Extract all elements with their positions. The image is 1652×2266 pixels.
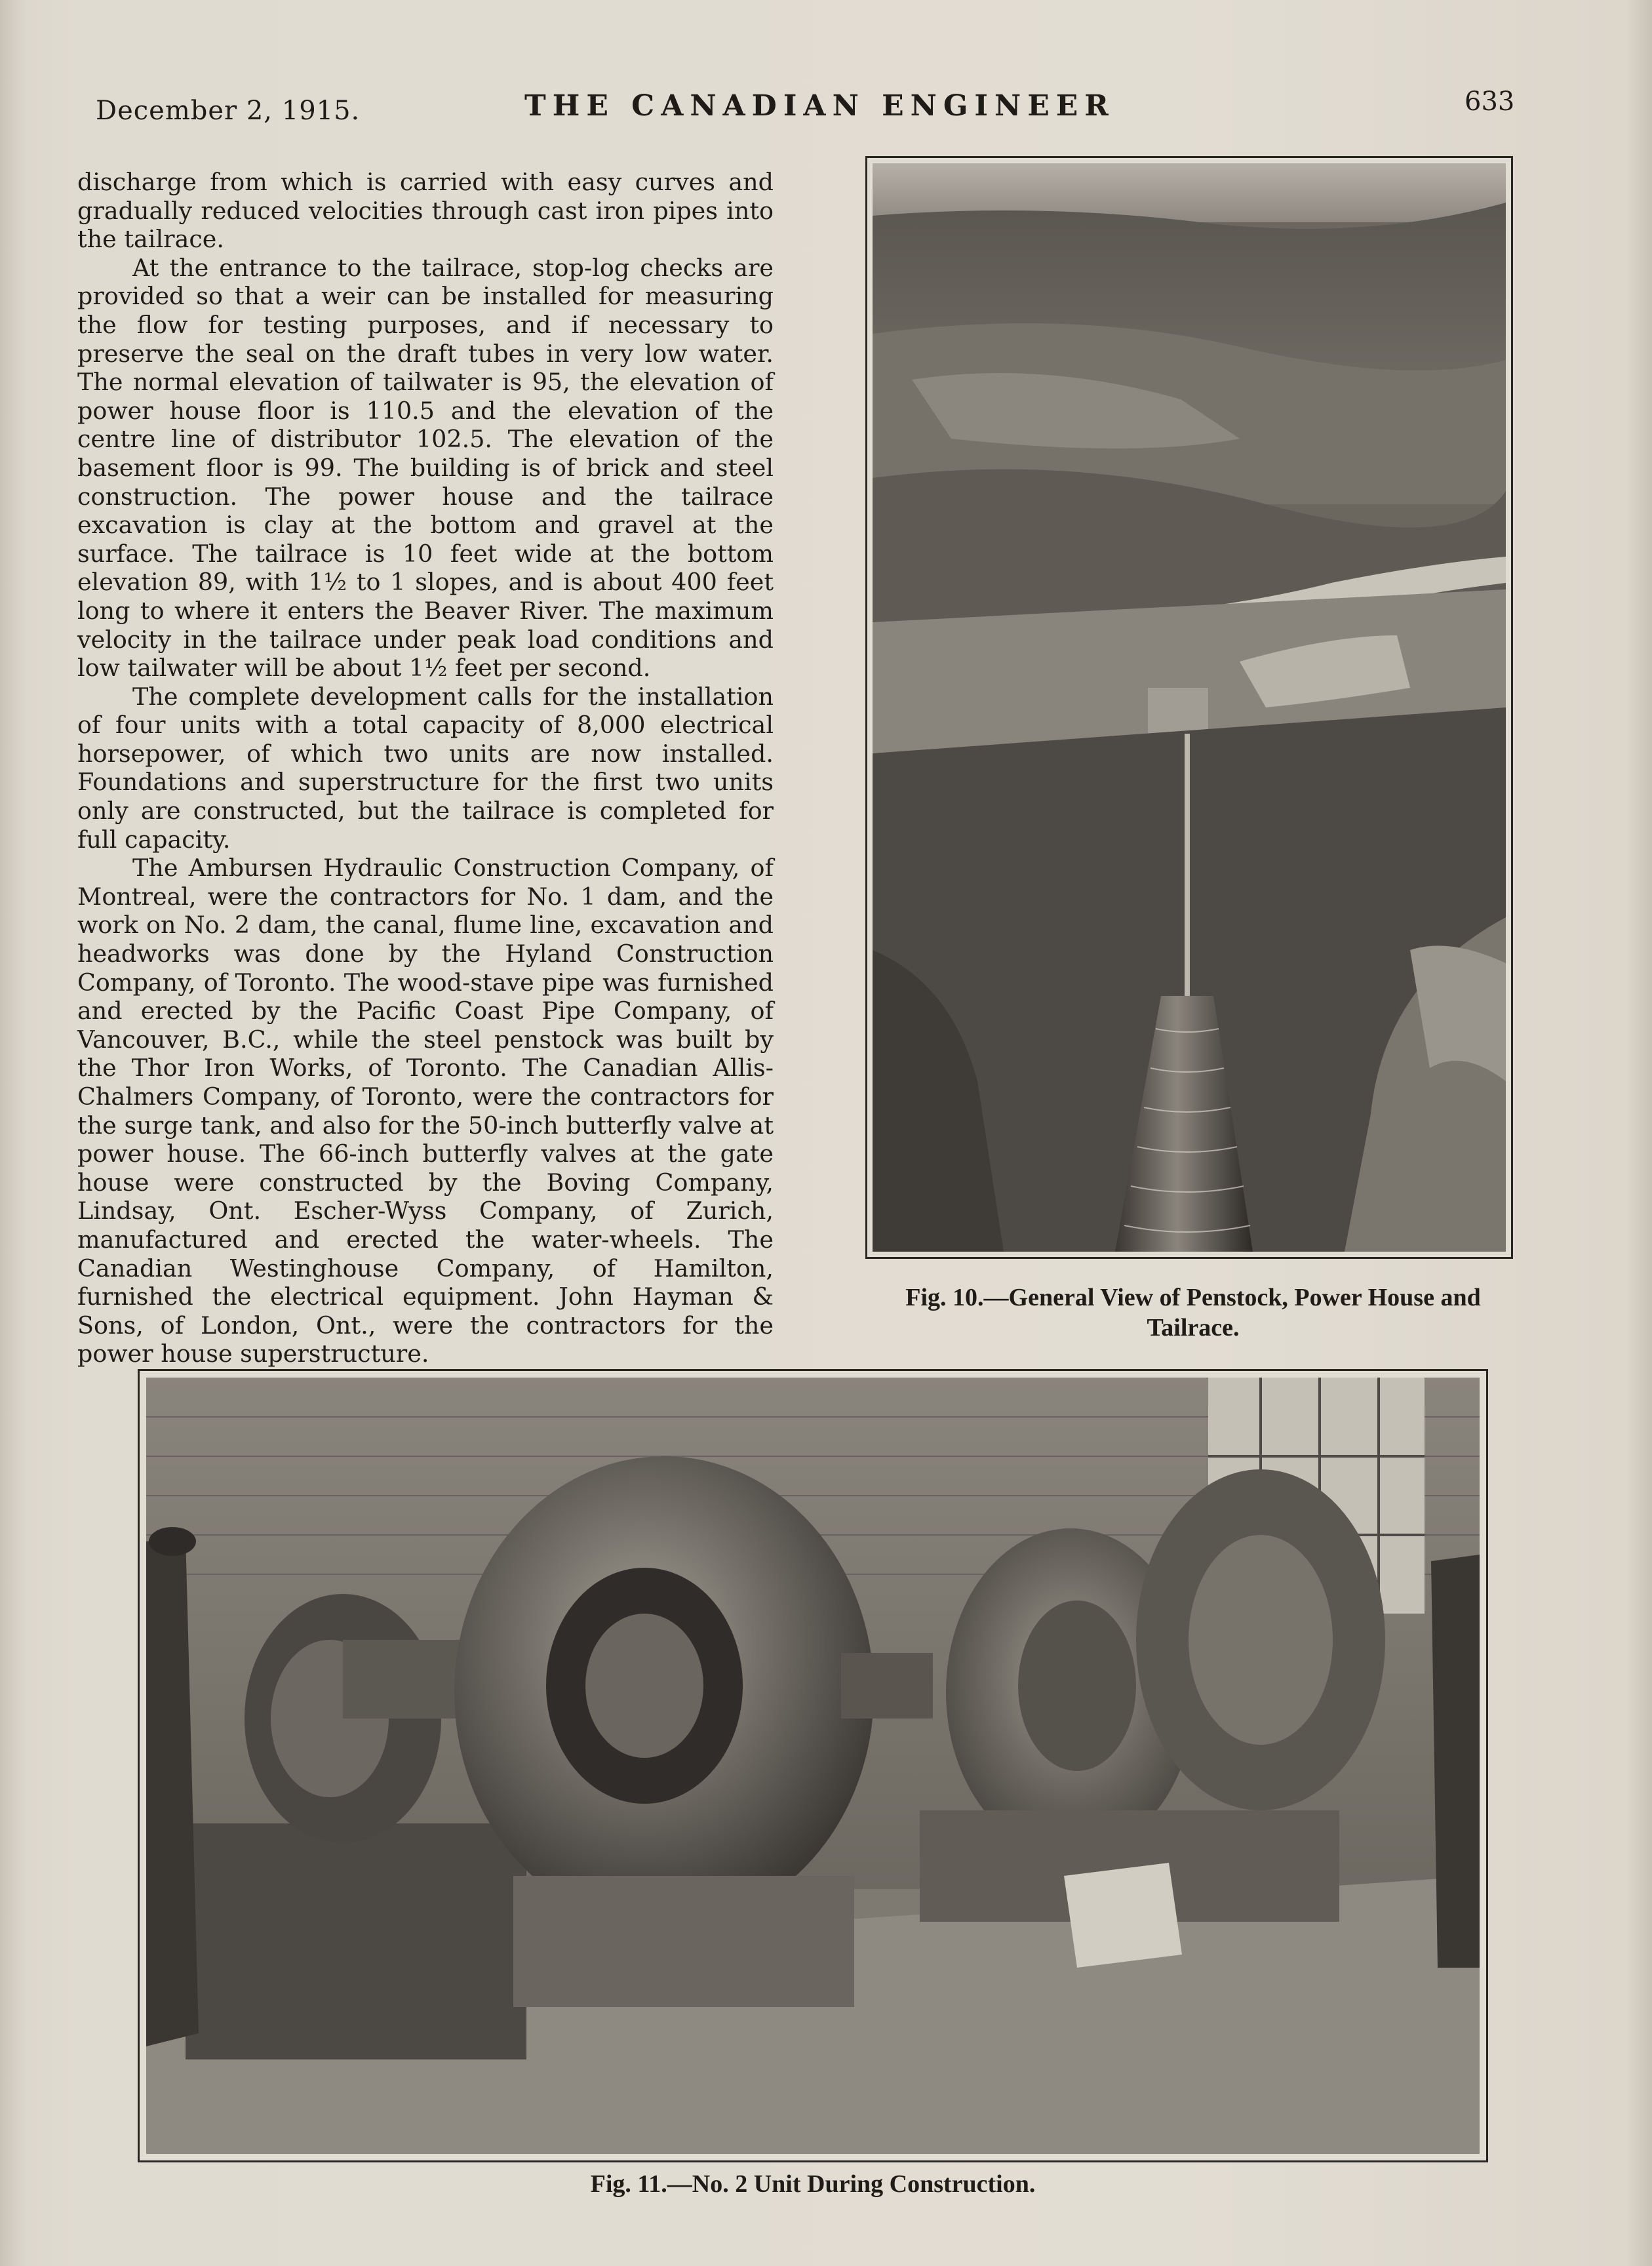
paragraph-contractors: The Ambursen Hydraulic Construction Company, of Montreal, were the contractors for No. 1 dam, and the work on No. 2 dam, the canal, flume line, excavation and headworks was done by the Hyland Construction Company, of Toronto. The wood-stave pipe was furnished and erected by the Pacific Coast Pipe Company, of Vancouver, B.C., while the steel penstock was built by the Thor Iron Works, of Toronto. The Canadian Allis-Chalmers Company, of Toronto, were the contractors for the surge tank, and also for the 50-inch butterfly valve at power house. The 66-inch butterfly valves at the gate house were constructed by the Boving Company, Lindsay, Ont. Escher-Wyss Company, of Zurich, manufactured and erected the water-wheels. The Canadian Westinghouse Company, of Hamilton, furnished the electrical equipment. John Hayman & Sons, of London, Ont., were the contractors for the power house superstructure. <box>77 854 774 1368</box>
page-number: 633 <box>1465 87 1515 117</box>
article-body <box>77 168 774 1368</box>
running-head <box>0 84 1652 130</box>
fig11-photo <box>138 1369 1488 2162</box>
generator-unit-image <box>146 1378 1480 2154</box>
journal-title: THE CANADIAN ENGINEER <box>524 89 1115 123</box>
issue-date: December 2, 1915. <box>96 96 361 126</box>
paragraph-tailrace: At the entrance to the tailrace, stop-log checks are provided so that a weir can be installed for measuring the flow for testing purposes, and if necessary to preserve the seal on the draft tubes in very low water. The normal elevation of tailwater is 95, the elevation of power house floor is 110.5 and the elevation of the centre line of distributor 102.5. The elevation of the basement floor is 99. The building is of brick and steel construction. The power house and the tailrace excavation is clay at the bottom and gravel at the surface. The tailrace is 10 feet wide at the bottom elevation 89, with 1½ to 1 slopes, and is about 400 feet long to where it enters the Beaver River. The maximum velocity in the tailrace under peak load conditions and low tailwater will be about 1½ feet per second. <box>77 253 774 683</box>
paragraph-development: The complete development calls for the installation of four units with a total capacity of 8,000 electrical horsepower, of which two units are now installed. Foundations and superstructure for the first two units only are constructed, but the tailrace is completed for full capacity. <box>77 682 774 854</box>
fig10-caption: Fig. 10.—General View of Penstock, Power House and Tailrace. <box>905 1284 1481 1342</box>
penstock-landscape-image <box>873 163 1506 1252</box>
fig10-photo <box>865 156 1513 1259</box>
fig11-caption: Fig. 11.—No. 2 Unit During Construction. <box>590 2170 1036 2198</box>
paragraph-continued: discharge from which is carried with easy curves and gradually reduced velocities through cast iron pipes into the tailrace. <box>77 168 774 254</box>
